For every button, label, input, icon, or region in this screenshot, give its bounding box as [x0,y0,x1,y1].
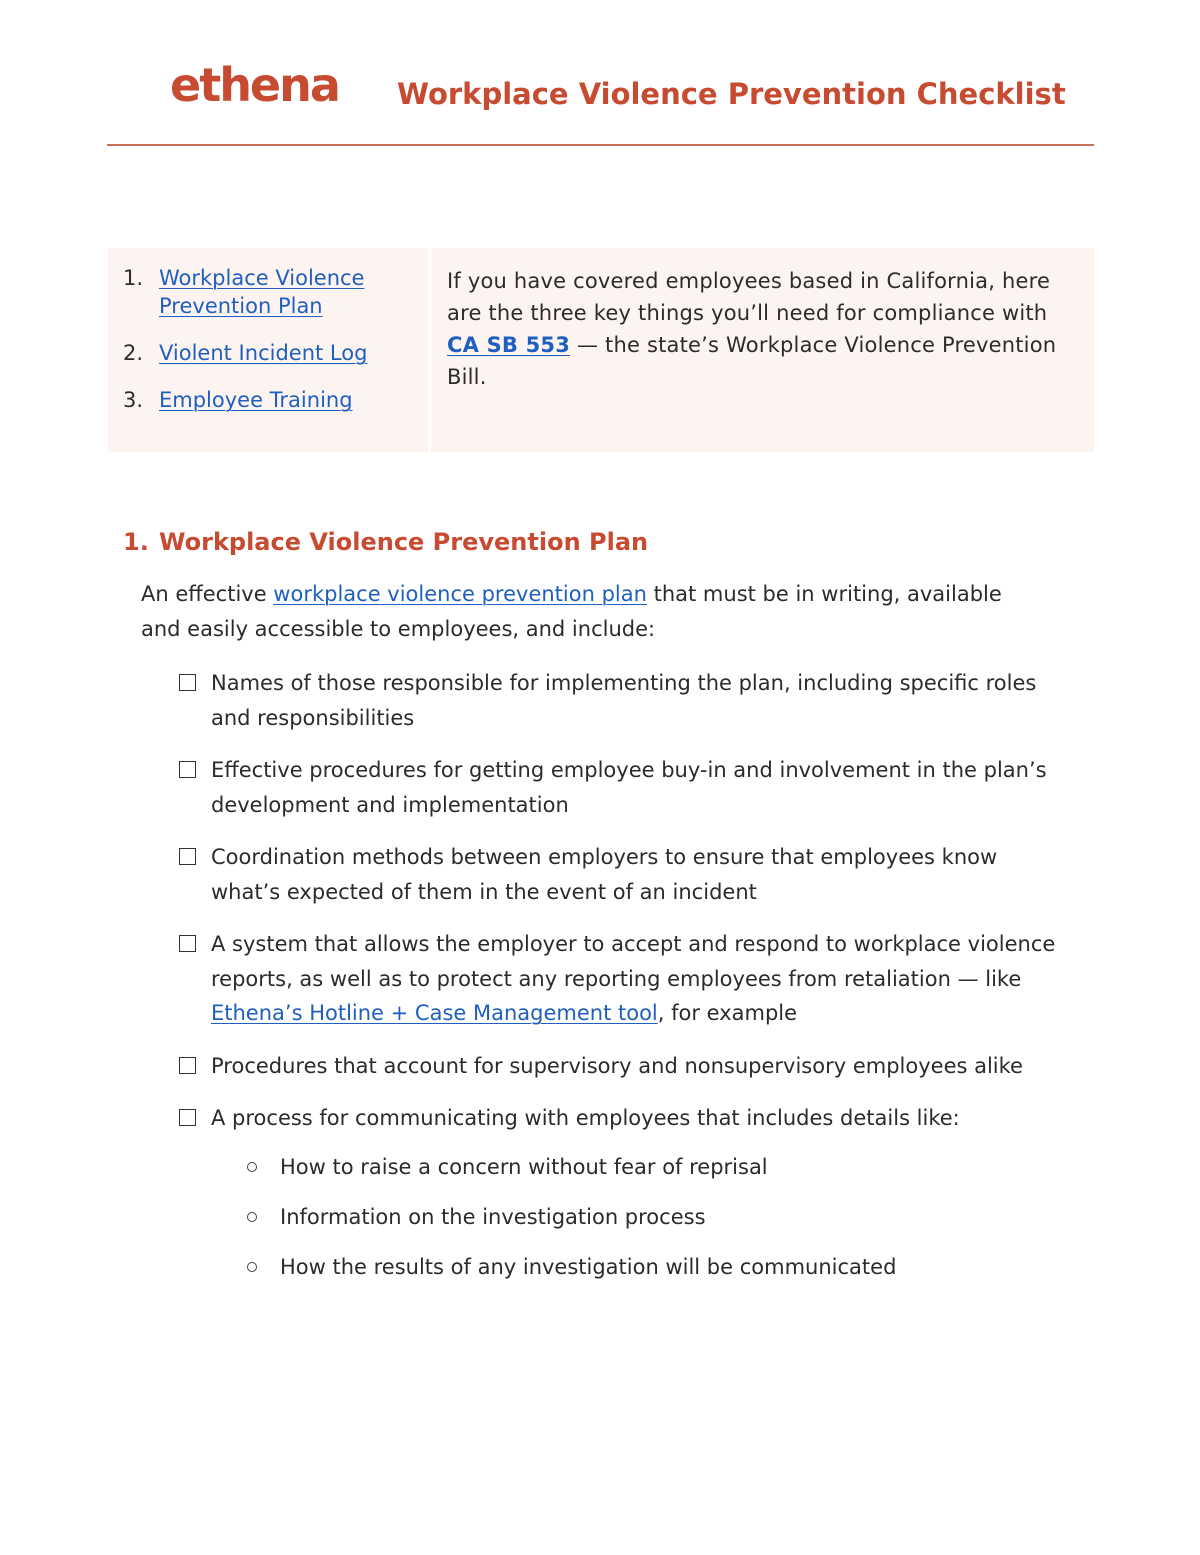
checklist-item-body [211,1101,960,1300]
toc-link-employee-training[interactable]: Employee Training [159,388,353,412]
checklist-item-text: Coordination methods between employers to ensure that employees know what’s expected of them in the event of an incident [211,845,998,904]
checkbox[interactable] [179,935,196,952]
checklist-item [179,1101,1059,1300]
item-text-before: A system that allows the employer to accept and respond to workplace violence reports, as well as to protect any reporting employees from retaliation — like [211,932,1056,991]
circle-bullet-icon [247,1212,257,1222]
document-title: Workplace Violence Prevention Checklist [397,77,1066,111]
checklist [179,666,1059,1318]
checkbox[interactable] [179,848,196,865]
toc-item [123,339,413,367]
ethena-logo: ethena [170,58,339,112]
checklist-item [179,1049,1059,1084]
intro-text-before: If you have covered employees based in California, here are the three key things you’ll need for compliance with [447,269,1051,325]
sub-list-item-text: How to raise a concern without fear of reprisal [280,1154,768,1179]
checklist-item [179,840,1059,909]
summary-column-divider [428,248,431,452]
toc-link-prevention-plan[interactable]: Workplace Violence Prevention Plan [159,266,365,318]
toc-link-incident-log[interactable]: Violent Incident Log [159,341,368,365]
checklist-item [179,927,1059,1031]
checkbox[interactable] [179,761,196,778]
checklist-item [179,666,1059,735]
section-intro-after: that must be in writing, available and easily accessible to employees, and include: [141,582,1002,641]
section-number: 1. [123,528,149,556]
header-divider [107,144,1094,146]
circle-bullet-icon [247,1162,257,1172]
prevention-plan-link[interactable]: workplace violence prevention plan [273,582,647,606]
toc-number: 1. [123,266,144,290]
toc-number: 2. [123,341,144,365]
checkbox[interactable] [179,674,196,691]
toc-item [123,264,413,320]
sub-list-item-text: Information on the investigation process [280,1204,706,1229]
sub-list-item-text: How the results of any investigation will be communicated [280,1254,897,1279]
circle-bullet-icon [247,1262,257,1272]
checklist-item-text: Effective procedures for getting employee buy-in and involvement in the plan’s development and implementation [211,758,1047,817]
sub-list-item [247,1200,960,1234]
section-intro-before: An effective [141,582,274,606]
toc-item [123,386,413,414]
checklist-item-text: Names of those responsible for implementing the plan, including specific roles and responsibilities [211,671,1037,730]
checklist-item [179,753,1059,822]
checkbox[interactable] [179,1109,196,1126]
ca-sb-553-link[interactable]: CA SB 553 [447,333,571,357]
checklist-item-text: Procedures that account for supervisory and nonsupervisory employees alike [211,1053,1023,1078]
table-of-contents [123,264,413,433]
checklist-item-text: A process for communicating with employees that includes details like: [211,1106,960,1130]
hotline-case-management-link[interactable]: Ethena’s Hotline + Case Management tool [211,1001,658,1025]
checkbox[interactable] [179,1057,196,1074]
checklist-item-text [211,927,1059,1031]
item-text-after: , for example [657,1001,798,1025]
section-title-text: Workplace Violence Prevention Plan [159,528,649,556]
intro-text-after: — the state’s Workplace Violence Prevention Bill. [447,333,1057,389]
intro-paragraph [447,265,1077,393]
sub-list [211,1150,960,1284]
sub-list-item [247,1150,960,1184]
section-intro-paragraph [141,577,1041,647]
sub-list-item [247,1250,960,1284]
section-heading [123,526,648,558]
toc-number: 3. [123,388,144,412]
